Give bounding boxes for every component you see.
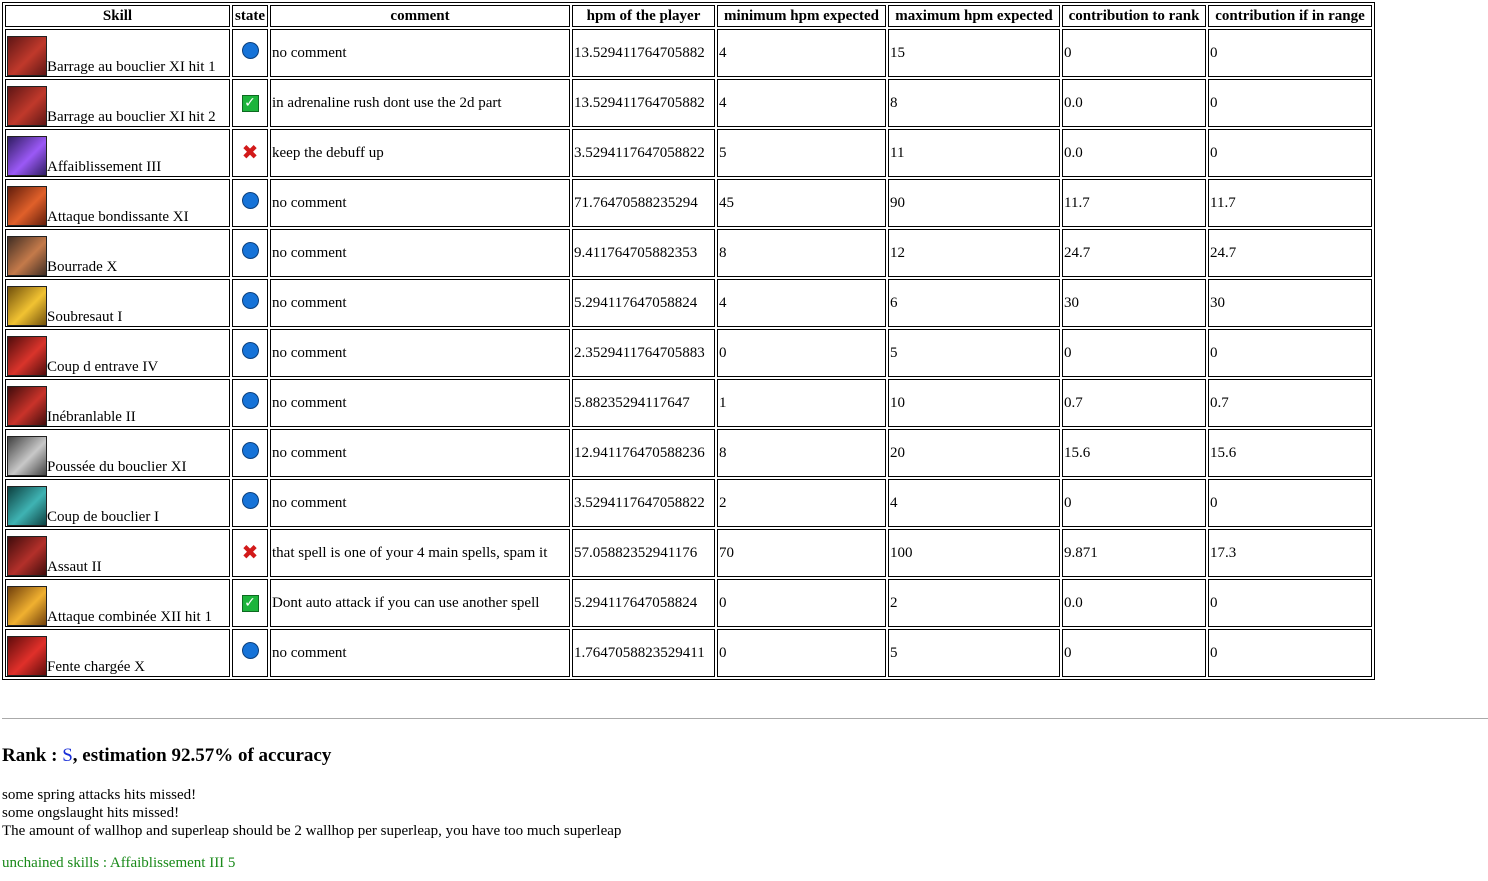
header-min: minimum hpm expected — [717, 5, 886, 27]
skill-name: Poussée du bouclier XI — [47, 459, 187, 475]
message-wallhop: The amount of wallhop and superleap should be 2 wallhop per superleap, you have too much superleap — [2, 823, 622, 839]
table-row — [5, 279, 1372, 327]
jump-icon — [7, 286, 47, 326]
shield-bash-icon — [7, 486, 47, 526]
message-ongslaught: some ongslaught hits missed! — [2, 805, 180, 821]
hpm-cell: 9.411764705882353 — [572, 229, 715, 277]
unchained-skills: unchained skills : Affaiblissement III 5 — [2, 855, 236, 871]
hpm-cell: 3.5294117647058822 — [572, 129, 715, 177]
state-cell — [232, 429, 268, 477]
contrib-cell: 0.7 — [1062, 379, 1206, 427]
state-cell — [232, 329, 268, 377]
combo-attack-icon — [7, 586, 47, 626]
table-row — [5, 79, 1372, 127]
min-hpm-cell: 8 — [717, 429, 886, 477]
table-row — [5, 29, 1372, 77]
weaken-icon — [7, 136, 47, 176]
contrib-range-cell: 0 — [1208, 329, 1372, 377]
blue-dot-icon — [242, 492, 259, 509]
rank-letter: S — [62, 745, 73, 766]
skill-cell — [5, 79, 230, 127]
max-hpm-cell: 5 — [888, 629, 1060, 677]
hpm-cell: 3.5294117647058822 — [572, 479, 715, 527]
contrib-range-cell: 15.6 — [1208, 429, 1372, 477]
min-hpm-cell: 4 — [717, 29, 886, 77]
hpm-cell: 13.529411764705882 — [572, 79, 715, 127]
hpm-cell: 57.05882352941176 — [572, 529, 715, 577]
comment-cell: no comment — [270, 229, 570, 277]
skill-name: Fente chargée X — [47, 659, 146, 675]
header-max: maximum hpm expected — [888, 5, 1060, 27]
max-hpm-cell: 8 — [888, 79, 1060, 127]
header-state: state — [232, 5, 268, 27]
skill-cell — [5, 129, 230, 177]
state-cell — [232, 279, 268, 327]
table-row — [5, 429, 1372, 477]
rank-suffix: , estimation 92.57% of accuracy — [72, 745, 332, 766]
table-row — [5, 629, 1372, 677]
contrib-range-cell: 30 — [1208, 279, 1372, 327]
skill-name: Bourrade X — [47, 259, 118, 275]
comment-cell: no comment — [270, 329, 570, 377]
skill-name: Attaque bondissante XI — [47, 209, 189, 225]
comment-cell: no comment — [270, 179, 570, 227]
contrib-cell: 30 — [1062, 279, 1206, 327]
max-hpm-cell: 4 — [888, 479, 1060, 527]
state-cell — [232, 629, 268, 677]
skill-name: Coup de bouclier I — [47, 509, 160, 525]
max-hpm-cell: 10 — [888, 379, 1060, 427]
comment-cell: no comment — [270, 279, 570, 327]
contrib-range-cell: 17.3 — [1208, 529, 1372, 577]
header-skill: Skill — [5, 5, 230, 27]
table-row — [5, 129, 1372, 177]
min-hpm-cell: 4 — [717, 279, 886, 327]
skill-cell — [5, 179, 230, 227]
skill-cell — [5, 529, 230, 577]
assault-icon — [7, 536, 47, 576]
state-cell — [232, 229, 268, 277]
contrib-cell: 0.0 — [1062, 79, 1206, 127]
state-cell — [232, 29, 268, 77]
contrib-cell: 11.7 — [1062, 179, 1206, 227]
header-row — [5, 5, 1372, 27]
shield-push-icon — [7, 436, 47, 476]
skill-cell — [5, 279, 230, 327]
contrib-range-cell: 0 — [1208, 29, 1372, 77]
contrib-cell: 24.7 — [1062, 229, 1206, 277]
header-hpm: hpm of the player — [572, 5, 715, 27]
skill-cell — [5, 329, 230, 377]
skills-table — [2, 2, 1375, 680]
blue-dot-icon — [242, 192, 259, 209]
max-hpm-cell: 2 — [888, 579, 1060, 627]
table-row — [5, 379, 1372, 427]
hpm-cell: 12.941176470588236 — [572, 429, 715, 477]
state-cell — [232, 379, 268, 427]
state-cell — [232, 529, 268, 577]
comment-cell: no comment — [270, 629, 570, 677]
contrib-range-cell: 24.7 — [1208, 229, 1372, 277]
skill-name: Barrage au bouclier XI hit 2 — [47, 109, 216, 125]
skill-name: Affaiblissement III — [47, 159, 162, 175]
header-contrib-range: contribution if in range — [1208, 5, 1372, 27]
min-hpm-cell: 8 — [717, 229, 886, 277]
state-cell — [232, 79, 268, 127]
max-hpm-cell: 100 — [888, 529, 1060, 577]
skill-name: Coup d entrave IV — [47, 359, 159, 375]
min-hpm-cell: 0 — [717, 629, 886, 677]
min-hpm-cell: 0 — [717, 579, 886, 627]
min-hpm-cell: 2 — [717, 479, 886, 527]
shove-icon — [7, 236, 47, 276]
max-hpm-cell: 15 — [888, 29, 1060, 77]
skill-name: Inébranlable II — [47, 409, 136, 425]
hindering-strike-icon — [7, 336, 47, 376]
max-hpm-cell: 90 — [888, 179, 1060, 227]
cross-icon: ✖ — [241, 539, 259, 564]
hpm-cell: 71.76470588235294 — [572, 179, 715, 227]
comment-cell: no comment — [270, 479, 570, 527]
contrib-cell: 0 — [1062, 629, 1206, 677]
skill-name: Barrage au bouclier XI hit 1 — [47, 59, 216, 75]
blue-dot-icon — [242, 642, 259, 659]
hpm-cell: 5.294117647058824 — [572, 579, 715, 627]
skill-cell — [5, 629, 230, 677]
contrib-range-cell: 0 — [1208, 129, 1372, 177]
contrib-cell: 15.6 — [1062, 429, 1206, 477]
check-icon: ✓ — [242, 595, 259, 612]
skill-cell — [5, 579, 230, 627]
contrib-range-cell: 0 — [1208, 479, 1372, 527]
charged-slash-icon — [7, 636, 47, 676]
table-row — [5, 529, 1372, 577]
blue-dot-icon — [242, 292, 259, 309]
comment-cell: Dont auto attack if you can use another spell — [270, 579, 570, 627]
skill-name: Attaque combinée XII hit 1 — [47, 609, 212, 625]
table-row — [5, 179, 1372, 227]
unshakable-icon — [7, 386, 47, 426]
divider — [2, 718, 1488, 719]
min-hpm-cell: 4 — [717, 79, 886, 127]
contrib-range-cell: 0 — [1208, 579, 1372, 627]
min-hpm-cell: 45 — [717, 179, 886, 227]
contrib-range-cell: 11.7 — [1208, 179, 1372, 227]
skill-cell — [5, 429, 230, 477]
state-cell — [232, 479, 268, 527]
max-hpm-cell: 12 — [888, 229, 1060, 277]
state-cell — [232, 579, 268, 627]
hpm-cell: 5.88235294117647 — [572, 379, 715, 427]
table-row — [5, 229, 1372, 277]
comment-cell: that spell is one of your 4 main spells, spam it — [270, 529, 570, 577]
blue-dot-icon — [242, 442, 259, 459]
table-row — [5, 579, 1372, 627]
leap-attack-icon — [7, 186, 47, 226]
blue-dot-icon — [242, 42, 259, 59]
skill-name: Soubresaut I — [47, 309, 123, 325]
skill-cell — [5, 379, 230, 427]
max-hpm-cell: 6 — [888, 279, 1060, 327]
contrib-cell: 0 — [1062, 479, 1206, 527]
min-hpm-cell: 0 — [717, 329, 886, 377]
contrib-range-cell: 0 — [1208, 79, 1372, 127]
state-cell — [232, 179, 268, 227]
max-hpm-cell: 11 — [888, 129, 1060, 177]
max-hpm-cell: 5 — [888, 329, 1060, 377]
comment-cell: no comment — [270, 29, 570, 77]
comment-cell: in adrenaline rush dont use the 2d part — [270, 79, 570, 127]
blue-dot-icon — [242, 242, 259, 259]
comment-cell: no comment — [270, 429, 570, 477]
table-row — [5, 479, 1372, 527]
hpm-cell: 1.7647058823529411 — [572, 629, 715, 677]
min-hpm-cell: 70 — [717, 529, 886, 577]
contrib-cell: 9.871 — [1062, 529, 1206, 577]
contrib-cell: 0 — [1062, 29, 1206, 77]
message-spring: some spring attacks hits missed! — [2, 787, 197, 803]
contrib-cell: 0.0 — [1062, 129, 1206, 177]
min-hpm-cell: 1 — [717, 379, 886, 427]
comment-cell: no comment — [270, 379, 570, 427]
check-icon: ✓ — [242, 95, 259, 112]
barrage-shield-icon — [7, 36, 47, 76]
skill-cell — [5, 479, 230, 527]
header-comment: comment — [270, 5, 570, 27]
hpm-cell: 13.529411764705882 — [572, 29, 715, 77]
header-contrib: contribution to rank — [1062, 5, 1206, 27]
messages — [2, 786, 621, 840]
skill-cell — [5, 229, 230, 277]
cross-icon: ✖ — [241, 139, 259, 164]
max-hpm-cell: 20 — [888, 429, 1060, 477]
rank-line — [2, 745, 331, 767]
contrib-range-cell: 0 — [1208, 629, 1372, 677]
contrib-cell: 0.0 — [1062, 579, 1206, 627]
blue-dot-icon — [242, 342, 259, 359]
hpm-cell: 2.3529411764705883 — [572, 329, 715, 377]
state-cell — [232, 129, 268, 177]
table-row — [5, 329, 1372, 377]
barrage-shield-icon — [7, 86, 47, 126]
skill-cell — [5, 29, 230, 77]
rank-prefix: Rank : — [2, 745, 63, 766]
min-hpm-cell: 5 — [717, 129, 886, 177]
hpm-cell: 5.294117647058824 — [572, 279, 715, 327]
contrib-range-cell: 0.7 — [1208, 379, 1372, 427]
contrib-cell: 0 — [1062, 329, 1206, 377]
skill-name: Assaut II — [47, 559, 102, 575]
blue-dot-icon — [242, 392, 259, 409]
comment-cell: keep the debuff up — [270, 129, 570, 177]
